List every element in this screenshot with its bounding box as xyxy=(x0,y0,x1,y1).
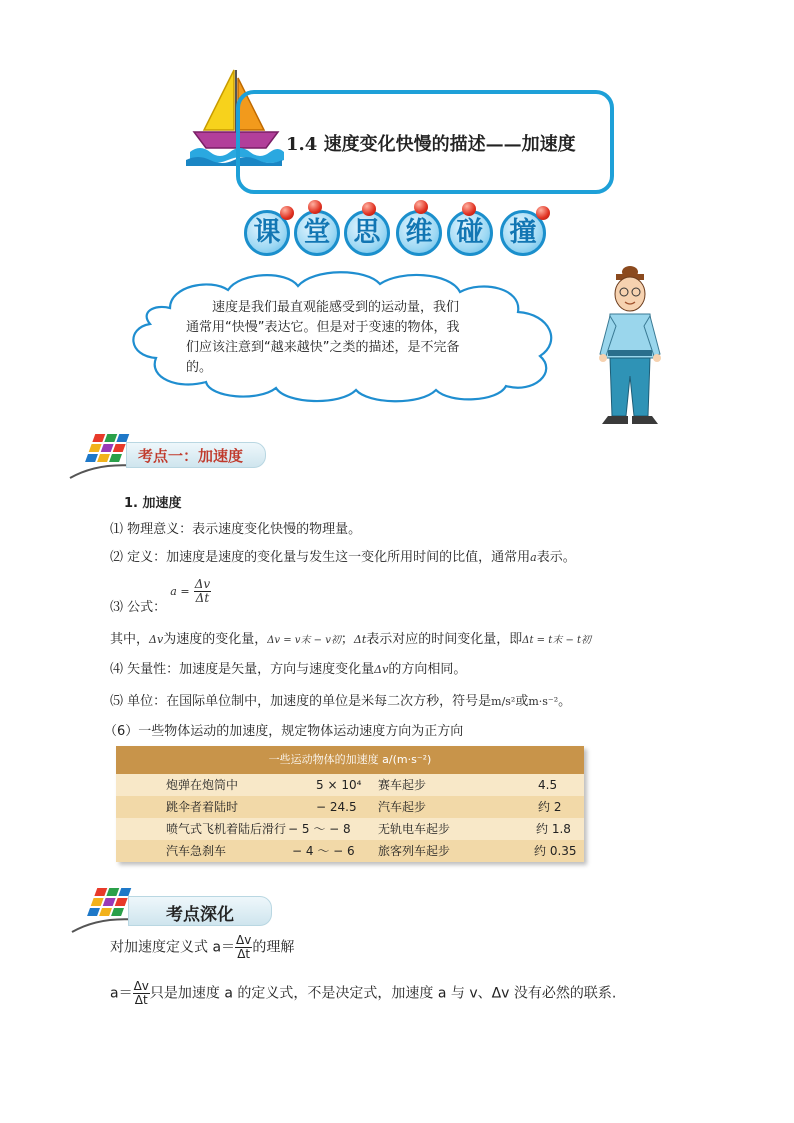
var-eq-dv: Δv = v末 − v初 xyxy=(267,635,341,646)
deep-den-2: Δt xyxy=(134,993,148,1007)
unit-2: m·s⁻² xyxy=(528,695,559,708)
item-physical-meaning: ⑴ 物理意义：表示速度变化快慢的物理量。 xyxy=(110,522,362,537)
banner-dot-icon xyxy=(280,206,294,220)
deep-text-1b: 的理解 xyxy=(252,939,295,956)
banner-char-6: 撞 xyxy=(500,210,546,256)
formula-lhs: a = xyxy=(170,585,190,598)
table-cell: 约 0.35 xyxy=(534,844,577,858)
unit-text: ⑸ 单位：在国际单位制中，加速度的单位是米每二次方秒，符号是 xyxy=(110,694,492,709)
deep-text-1: 对加速度定义式 a＝ xyxy=(110,939,236,956)
deep-text-2b: 只是加速度 a 的定义式，不是决定式，加速度 a 与 v、Δv 没有必然的联系. xyxy=(149,985,617,1002)
formula-denominator: Δt xyxy=(195,591,210,605)
table-cell: 5 × 10⁴ xyxy=(316,778,362,792)
table-cell: − 24.5 xyxy=(316,800,357,814)
unit-end: 。 xyxy=(558,694,572,709)
section-title-2: 考点深化 xyxy=(166,905,234,925)
unit-or: 或 xyxy=(515,694,529,709)
table-cell: 约 2 xyxy=(538,800,562,814)
cloud-text: 速度是我们最直观能感受到的运动量，我们通常用“快慢”表达它。但是对于变速的物体，我们应该注意到“越来越快”之类的描述，是不完备的。 xyxy=(186,300,460,375)
banner-char-4: 维 xyxy=(396,210,442,256)
deep-fraction-2 xyxy=(133,980,150,1007)
table-row xyxy=(116,818,584,840)
item-definition xyxy=(110,546,576,565)
deep-den-1: Δt xyxy=(237,947,251,961)
banner-dot-icon xyxy=(362,202,376,216)
table-row xyxy=(116,774,584,796)
table-cell: 约 1.8 xyxy=(536,822,571,836)
banner-dot-icon xyxy=(536,206,550,220)
var-eq-dt: Δt = t末 − t初 xyxy=(522,635,592,646)
var-text-1: 其中， xyxy=(110,632,150,647)
vector-end: 的方向相同。 xyxy=(388,662,467,677)
deep-line-1 xyxy=(110,934,294,961)
formula-numerator: Δv xyxy=(194,577,211,591)
item-vector xyxy=(110,658,466,677)
table-cell: 4.5 xyxy=(538,778,558,792)
banner-char-1: 课 xyxy=(244,210,290,256)
var-dt: Δt xyxy=(353,633,367,646)
item-formula xyxy=(110,572,211,615)
vector-dv: Δv xyxy=(374,663,389,676)
deep-num-1: Δv xyxy=(236,933,252,947)
table-cell: − 5 ～ − 8 xyxy=(288,822,351,836)
symbol-a: a xyxy=(530,551,537,564)
var-text-2: 为速度的变化量， xyxy=(163,632,268,647)
table-cell: 汽车急刹车 xyxy=(166,844,227,858)
table-cell: 汽车起步 xyxy=(378,800,427,814)
section-title-1: 考点一：加速度 xyxy=(138,447,244,465)
var-text-4: 表示对应的时间变化量，即 xyxy=(366,632,523,647)
vector-text: ⑷ 矢量性：加速度是矢量，方向与速度变化量 xyxy=(110,662,375,677)
teacher-figure xyxy=(592,266,668,432)
page-title: 1.4 速度变化快慢的描述——加速度 xyxy=(286,134,576,155)
banner-char-3: 思 xyxy=(344,210,390,256)
banner-char-2: 堂 xyxy=(294,210,340,256)
table-cell: 跳伞者着陆时 xyxy=(166,800,239,814)
table-cell: 赛车起步 xyxy=(378,778,427,792)
var-dv: Δv xyxy=(149,633,164,646)
acceleration-table xyxy=(116,746,584,862)
table-cell: 炮弹在炮筒中 xyxy=(166,778,239,792)
deep-line-2 xyxy=(110,980,616,1007)
table-row xyxy=(116,840,584,862)
heading-acceleration: 1. 加速度 xyxy=(124,496,182,511)
banner-char-5: 碰 xyxy=(447,210,493,256)
table-cell: 旅客列车起步 xyxy=(378,844,451,858)
definition-end: 表示。 xyxy=(536,550,576,565)
var-text-3: ； xyxy=(340,632,354,647)
table-row xyxy=(116,796,584,818)
deep-text-2: a＝ xyxy=(110,985,133,1002)
item-examples: （6）一些物体运动的加速度，规定物体运动速度方向为正方向 xyxy=(104,724,464,739)
table-caption: 一些运动物体的加速度 a/(m·s⁻²) xyxy=(116,746,584,774)
item-unit xyxy=(110,690,571,709)
formula-label: ⑶ 公式： xyxy=(110,600,167,615)
table-cell: − 4 ～ − 6 xyxy=(292,844,355,858)
banner-dot-icon xyxy=(462,202,476,216)
formula-fraction xyxy=(194,578,211,605)
deep-num-2: Δv xyxy=(133,979,149,993)
unit-1: m/s² xyxy=(491,695,516,708)
item-variables xyxy=(110,628,591,647)
table-cell: 无轨电车起步 xyxy=(378,822,451,836)
deep-fraction-1 xyxy=(235,934,252,961)
banner-dot-icon xyxy=(308,200,322,214)
definition-text: ⑵ 定义：加速度是速度的变化量与发生这一变化所用时间的比值，通常用 xyxy=(110,550,531,565)
banner-dot-icon xyxy=(414,200,428,214)
table-cell: 喷气式飞机着陆后滑行 xyxy=(166,822,287,836)
